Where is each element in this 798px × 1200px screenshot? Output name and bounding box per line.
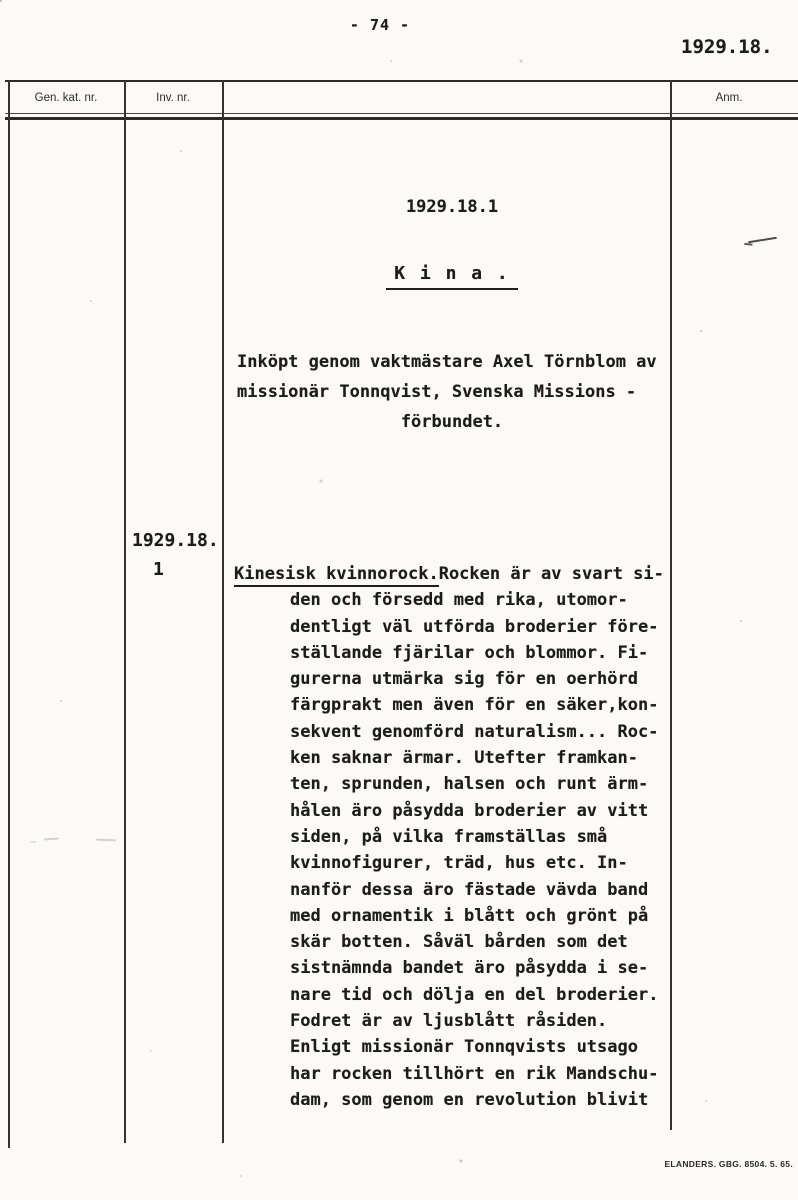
provenance-line: missionär Tonnqvist, Svenska Missions - [237, 382, 637, 402]
column-divider-genkat-invnr [124, 80, 126, 1143]
inventory-number-item: 1 [153, 559, 164, 580]
description-line: skär botten. Såväl bården som det [290, 932, 628, 953]
description-line: färgprakt men även för en säker,kon- [290, 695, 659, 716]
description-line: med ornamentik i blått och grönt på [290, 905, 649, 926]
country-heading [222, 263, 682, 284]
inventory-number-year: 1929.18. [132, 530, 219, 551]
pencil-mark [748, 237, 777, 244]
description-line: nanför dessa äro fästade vävda band [290, 879, 649, 900]
description-line: gurerna utmärka sig för en oerhörd [290, 669, 638, 690]
printer-imprint: ELANDERS. GBG. 8504. 5. 65. [664, 1159, 793, 1169]
description-line: har rocken tillhört en rik Mandschu- [290, 1063, 659, 1084]
provenance-line: Inköpt genom vaktmästare Axel Törnblom av [237, 352, 657, 372]
column-header-gen-kat-nr: Gen. kat. nr. [34, 92, 98, 104]
description-line: siden, på vilka framställas små [290, 826, 608, 847]
scan-noise-speckles [0, 0, 2, 2]
margin-smudge [30, 841, 36, 843]
description-line: sekvent genomförd naturalism... Roc- [290, 721, 659, 742]
description-line: ken saknar ärmar. Utefter framkan- [290, 748, 638, 769]
column-divider-invnr-body [222, 80, 224, 1143]
page-number: - 74 - [349, 16, 411, 34]
description-line: dam, som genom en revolution blivit [290, 1089, 649, 1110]
object-description [234, 561, 678, 1113]
item-reference: 1929.18.1 [405, 197, 499, 217]
column-header-anm: Anm. [715, 92, 743, 104]
description-line: kvinnofigurer, träd, hus etc. In- [290, 853, 628, 874]
description-line: hålen äro påsydda broderier av vitt [290, 800, 649, 821]
description-line: den och försedd med rika, utomor- [290, 590, 628, 611]
description-lines [234, 587, 678, 1113]
description-line: Fodret är av ljusblått råsiden. [290, 1011, 608, 1032]
description-line: nare tid och dölja en del broderier. [290, 984, 659, 1005]
provenance-note [237, 347, 667, 437]
description-line: dentligt väl utförda broderier före- [290, 616, 659, 637]
description-line: sistnämnda bandet äro påsydda i se- [290, 958, 649, 979]
column-header-inv-nr: Inv. nr. [156, 92, 190, 104]
margin-smudge [44, 838, 59, 841]
description-first-line-rest: Rocken är av svart si- [438, 564, 664, 584]
table-border-left [8, 80, 10, 1148]
provenance-line: förbundet. [400, 412, 504, 432]
object-title: Kinesisk kvinnorock. [234, 564, 439, 587]
description-line: ställande fjärilar och blommor. Fi- [290, 642, 649, 663]
country-heading-text: K i n a . [386, 263, 518, 290]
catalog-reference: 1929.18. [681, 36, 773, 58]
description-line: Enligt missionär Tonnqvists utsago [290, 1037, 638, 1058]
description-line: ten, sprunden, halsen och runt ärm- [290, 774, 649, 795]
description-first-line [234, 561, 678, 587]
margin-smudge [96, 839, 116, 842]
